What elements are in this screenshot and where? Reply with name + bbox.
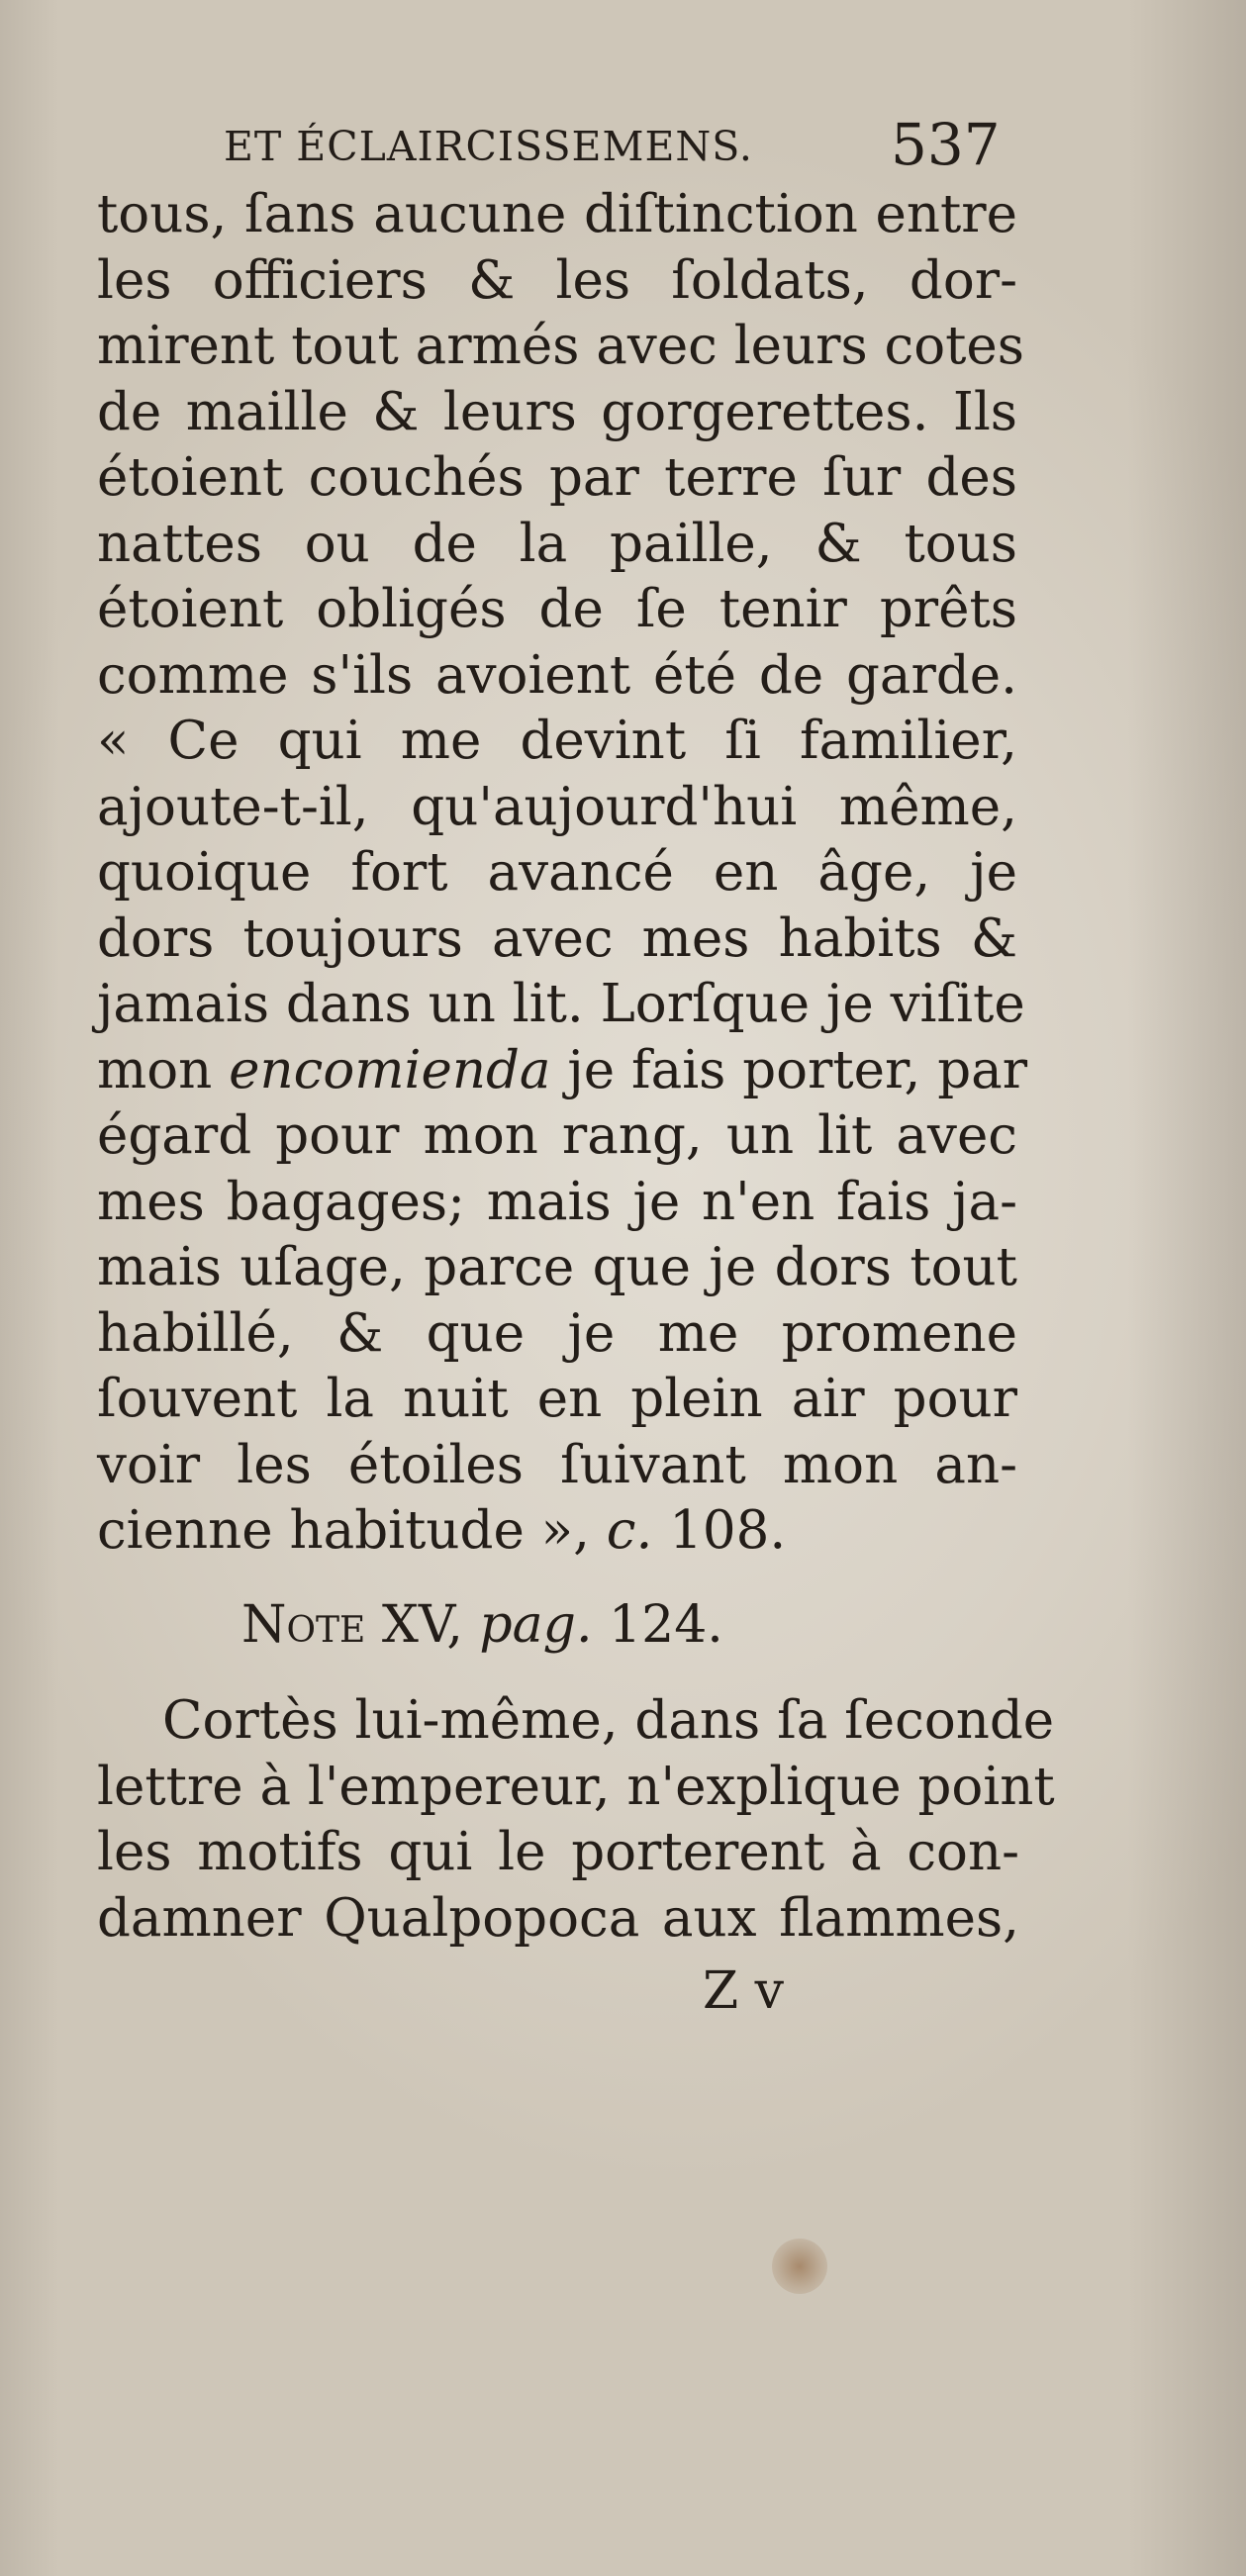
- italic-citation: c.: [606, 1500, 653, 1561]
- text-line: mirent tout armés avec leurs cotes: [97, 316, 1024, 376]
- note-label: Note: [241, 1595, 366, 1655]
- signature-mark: Z v: [703, 1961, 785, 2021]
- text-line: égard pour mon rang, un lit avec: [97, 1105, 1017, 1166]
- line-segment: 108.: [652, 1500, 787, 1561]
- page-number: 537: [891, 111, 1001, 178]
- gutter-shadow: [0, 0, 59, 2576]
- note-heading: [241, 1595, 723, 1655]
- text-line: ſouvent la nuit en plein air pour: [97, 1369, 1017, 1429]
- text-line: mais uſage, parce que je dors tout: [97, 1237, 1017, 1297]
- note-pag-abbrev: pag.: [479, 1595, 593, 1655]
- text-line-with-italic: [97, 1498, 1017, 1565]
- note-separator: ,: [446, 1595, 480, 1655]
- text-line: étoient couchés par terre ſur des: [97, 447, 1017, 508]
- text-line: habillé, & que je me promene: [97, 1302, 1017, 1364]
- text-line: damner Qualpopoca aux flammes,: [97, 1887, 1019, 1949]
- italic-term-encomienda: encomienda: [229, 1039, 551, 1100]
- text-line-with-italic: [97, 1038, 1028, 1104]
- text-line: les motifs qui le porterent à con-: [97, 1822, 1019, 1882]
- text-line: jamais dans un lit. Lorſque je viſite: [97, 974, 1025, 1034]
- note-page-ref: 124.: [592, 1595, 723, 1655]
- note-paragraph: [97, 1688, 1055, 1952]
- line-segment: je fais porter, par: [550, 1039, 1028, 1100]
- main-paragraph: [97, 182, 1028, 1565]
- running-head-title: ET ÉCLAIRCISSEMENS.: [224, 123, 753, 170]
- text-line: tous, ſans aucune diſtinction entre: [97, 184, 1017, 244]
- paper-stain: [772, 2239, 827, 2294]
- line-segment: cienne habitude »,: [97, 1500, 607, 1561]
- running-head: [0, 111, 1029, 178]
- page-edge-shadow: [1127, 0, 1246, 2576]
- text-line: lettre à l'empereur, n'explique point: [97, 1756, 1055, 1817]
- text-line: nattes ou de la paille, & tous: [97, 513, 1017, 574]
- text-line: mes bagages; mais je n'en fais ja-: [97, 1171, 1017, 1232]
- note-number: XV: [381, 1595, 447, 1655]
- text-line: ajoute-t-il, qu'aujourd'hui même,: [97, 776, 1017, 837]
- line-segment: mon: [97, 1039, 230, 1100]
- text-line: les officiers & les ſoldats, dor-: [97, 249, 1017, 311]
- text-line: quoique fort avancé en âge, je: [97, 842, 1017, 903]
- text-line: Cortès lui-même, dans ſa ſeconde: [162, 1690, 1055, 1751]
- text-line: dors toujours avec mes habits &: [97, 907, 1017, 969]
- text-line: comme s'ils avoient été de garde.: [97, 644, 1017, 706]
- text-line: « Ce qui me devint ſi familier,: [97, 711, 1017, 771]
- text-line: voir les étoiles ſuivant mon an-: [97, 1434, 1017, 1495]
- text-line: de maille & leurs gorgerettes. Ils: [97, 381, 1017, 442]
- text-line: étoient obligés de ſe tenir prêts: [97, 579, 1017, 639]
